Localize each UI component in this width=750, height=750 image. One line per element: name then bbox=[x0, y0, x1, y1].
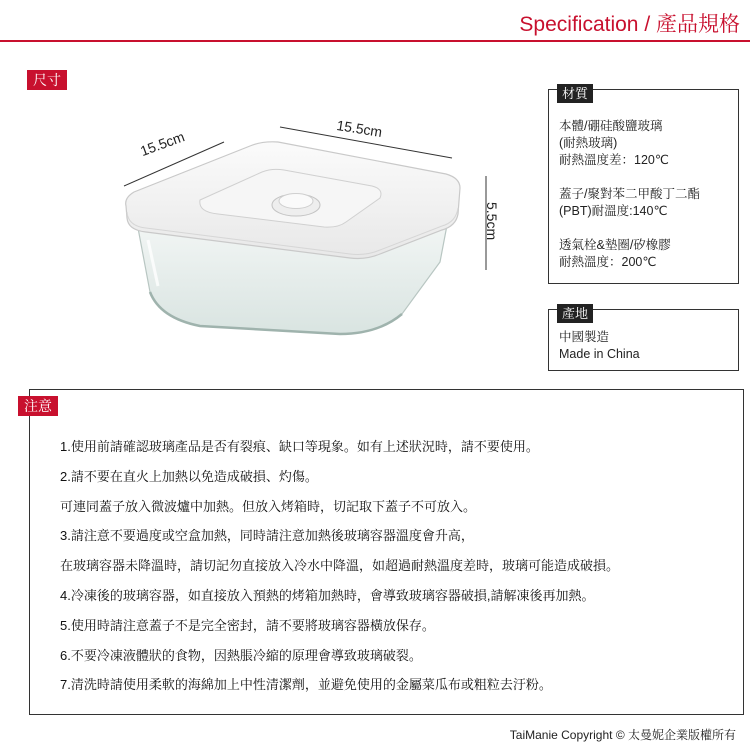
copyright-text: TaiManie Copyright © 太曼妮企業版權所有 bbox=[509, 728, 736, 742]
note-item: 在玻璃容器未降溫時，請切記勿直接放入冷水中降溫，如超過耐熱溫度差時，玻璃可能造成破損。 bbox=[60, 558, 620, 574]
header-divider bbox=[0, 40, 750, 42]
notes-list bbox=[60, 432, 619, 700]
note-item: 5.使用時請注意蓋子不是完全密封，請不要將玻璃容器橫放保存。 bbox=[60, 617, 435, 633]
material-line: 透氣栓&墊圈/矽橡膠 bbox=[559, 238, 671, 252]
material-line: (耐熱玻璃) bbox=[559, 136, 618, 150]
origin-line: 中國製造 bbox=[559, 330, 610, 344]
notes-box bbox=[29, 389, 744, 715]
material-lines bbox=[559, 118, 700, 271]
origin-lines bbox=[559, 329, 640, 363]
size-tag: 尺寸 bbox=[27, 70, 67, 90]
material-line: 蓋子/聚對苯二甲酸丁二酯 bbox=[559, 187, 700, 201]
note-item: 6.不要冷凍液體狀的食物，因熱脹冷縮的原理會導致玻璃破裂。 bbox=[60, 647, 422, 663]
note-item: 1.使用前請確認玻璃產品是否有裂痕、缺口等現象。如有上述狀況時，請不要使用。 bbox=[60, 439, 539, 454]
spacer bbox=[559, 169, 700, 186]
note-item: 4.冷凍後的玻璃容器，如直接放入預熱的烤箱加熱時，會導致玻璃容器破損,請解凍後再加熱。 bbox=[60, 587, 595, 603]
page-title: Specification / 產品規格 bbox=[519, 13, 740, 36]
material-line: 耐熱溫度：200℃ bbox=[559, 255, 657, 269]
material-heading: 材質 bbox=[557, 84, 593, 103]
material-line: 本體/硼硅酸鹽玻璃 bbox=[559, 119, 663, 133]
spacer bbox=[559, 220, 700, 237]
note-item: 2.請不要在直火上加熱以免造成破損、灼傷。 bbox=[60, 468, 318, 484]
dimension-width-top: 15.5cm bbox=[335, 117, 384, 140]
dimension-width-left: 15.5cm bbox=[138, 128, 187, 160]
origin-line: Made in China bbox=[559, 347, 640, 361]
origin-heading: 產地 bbox=[557, 304, 593, 323]
material-line: 耐熱溫度差：120℃ bbox=[559, 153, 669, 167]
material-box bbox=[548, 86, 739, 284]
material-line: (PBT)耐溫度:140℃ bbox=[559, 204, 668, 218]
dimension-height: 5.5cm bbox=[484, 202, 500, 241]
notes-tag: 注意 bbox=[18, 396, 58, 416]
origin-box bbox=[548, 306, 739, 371]
note-item: 可連同蓋子放入微波爐中加熱。但放入烤箱時，切記取下蓋子不可放入。 bbox=[60, 498, 477, 514]
note-item: 7.清洗時請使用柔軟的海綿加上中性清潔劑，並避免使用的金屬菜瓜布或粗粒去汙粉。 bbox=[60, 677, 552, 693]
note-item: 3.請注意不要過度或空盒加熱，同時請注意加熱後玻璃容器溫度會升高， bbox=[60, 528, 474, 544]
